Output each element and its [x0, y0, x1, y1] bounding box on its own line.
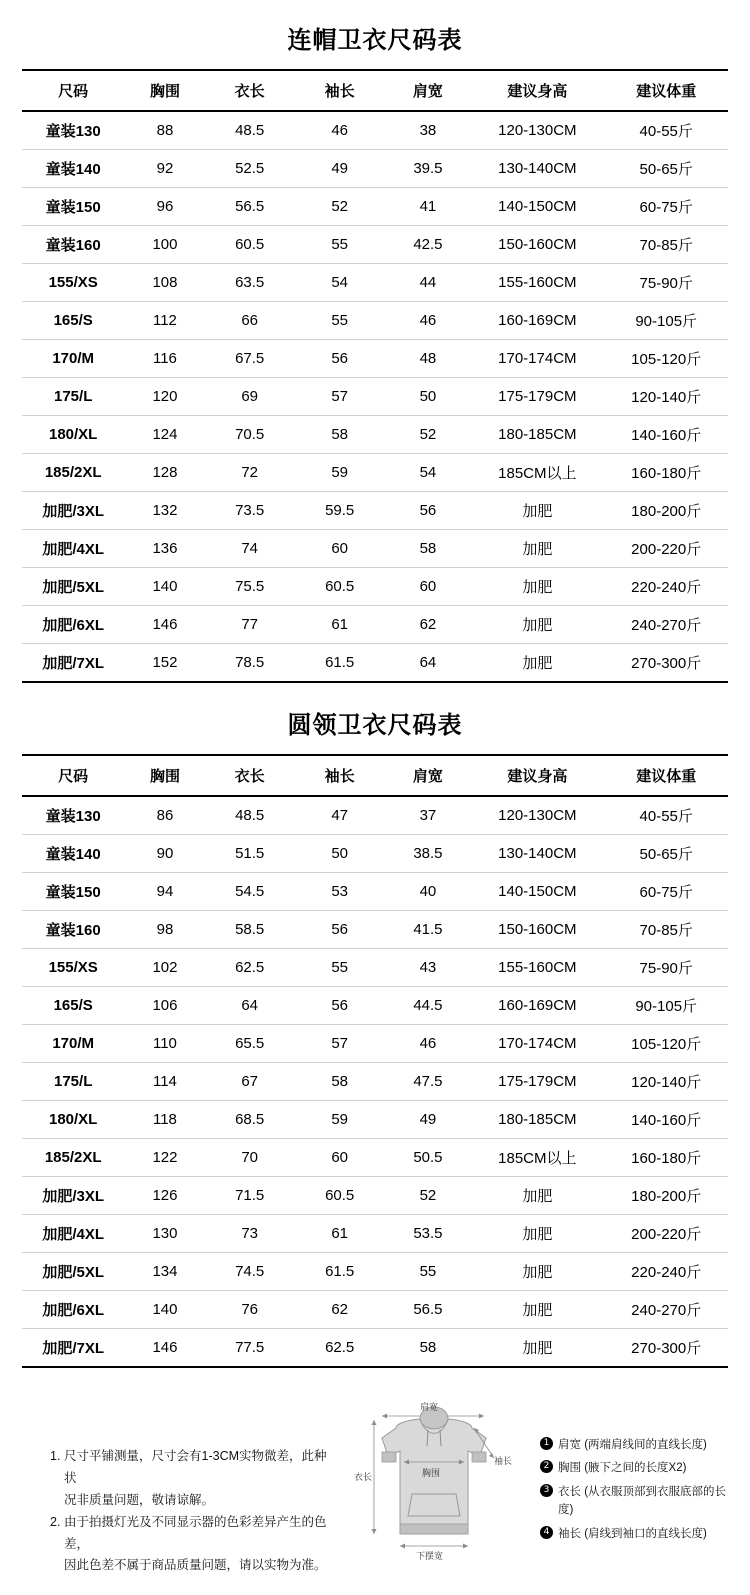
hoodie-table-wrapper — [0, 69, 750, 683]
measure-cell: 200-220斤 — [604, 530, 728, 568]
measure-cell: 50-65斤 — [604, 150, 728, 188]
size-cell: 加肥/5XL — [22, 1253, 124, 1291]
measure-cell: 78.5 — [206, 644, 294, 683]
size-cell: 180/XL — [22, 416, 124, 454]
legend-number-badge: 4 — [540, 1526, 553, 1539]
size-cell: 加肥/4XL — [22, 530, 124, 568]
measure-cell: 100 — [124, 226, 205, 264]
measure-cell: 180-185CM — [470, 416, 604, 454]
measure-cell: 46 — [294, 111, 386, 150]
measure-cell: 47 — [294, 796, 386, 835]
measure-cell: 61.5 — [294, 644, 386, 683]
legend-number-badge: 1 — [540, 1437, 553, 1450]
column-header: 建议体重 — [604, 70, 728, 111]
crewneck-size-table — [22, 754, 728, 1368]
measure-cell: 37 — [386, 796, 471, 835]
measure-cell: 55 — [294, 302, 386, 340]
note-text-cont: 因此色差不属于商品质量问题，请以实物为准。 — [64, 1558, 327, 1573]
measure-cell: 120 — [124, 378, 205, 416]
size-cell: 加肥/4XL — [22, 1215, 124, 1253]
measure-cell: 56 — [294, 340, 386, 378]
measure-cell: 52.5 — [206, 150, 294, 188]
measure-cell: 240-270斤 — [604, 606, 728, 644]
measure-cell: 90 — [124, 835, 205, 873]
measure-cell: 124 — [124, 416, 205, 454]
measure-cell: 64 — [386, 644, 471, 683]
measure-cell: 76 — [206, 1291, 294, 1329]
measure-cell: 60-75斤 — [604, 188, 728, 226]
column-header: 袖长 — [294, 755, 386, 796]
table-header-row — [22, 70, 728, 111]
measure-cell: 60 — [294, 1139, 386, 1177]
measure-cell: 41.5 — [386, 911, 471, 949]
measure-cell: 150-160CM — [470, 226, 604, 264]
measure-cell: 60.5 — [294, 1177, 386, 1215]
measure-cell: 71.5 — [206, 1177, 294, 1215]
measure-cell: 56 — [386, 492, 471, 530]
column-header: 肩宽 — [386, 755, 471, 796]
note-item — [50, 1446, 334, 1490]
measure-cell: 126 — [124, 1177, 205, 1215]
crewneck-table-wrapper — [0, 754, 750, 1368]
column-header: 胸围 — [124, 755, 205, 796]
size-cell: 170/M — [22, 340, 124, 378]
measure-cell: 加肥 — [470, 530, 604, 568]
measure-cell: 50.5 — [386, 1139, 471, 1177]
diagram-label-length: 衣长 — [354, 1472, 373, 1482]
measure-cell: 175-179CM — [470, 1063, 604, 1101]
measure-cell: 62.5 — [206, 949, 294, 987]
measure-cell: 112 — [124, 302, 205, 340]
size-cell: 童装150 — [22, 188, 124, 226]
diagram-label-shoulder: 肩宽 — [420, 1402, 439, 1412]
measure-cell: 52 — [386, 1177, 471, 1215]
measure-cell: 180-185CM — [470, 1101, 604, 1139]
column-header: 建议体重 — [604, 755, 728, 796]
table-row — [22, 1063, 728, 1101]
legend-text: 袖长 (肩线到袖口的直线长度) — [558, 1527, 707, 1540]
table-row — [22, 302, 728, 340]
table-row — [22, 835, 728, 873]
measure-cell: 130-140CM — [470, 150, 604, 188]
measure-cell: 65.5 — [206, 1025, 294, 1063]
measure-cell: 67 — [206, 1063, 294, 1101]
measure-cell: 62.5 — [294, 1329, 386, 1368]
measure-cell: 48 — [386, 340, 471, 378]
size-cell: 加肥/3XL — [22, 492, 124, 530]
legend-item — [540, 1459, 736, 1477]
measure-cell: 130 — [124, 1215, 205, 1253]
table-row — [22, 873, 728, 911]
measure-cell: 52 — [386, 416, 471, 454]
measure-cell: 40-55斤 — [604, 796, 728, 835]
measure-cell: 68.5 — [206, 1101, 294, 1139]
column-header: 衣长 — [206, 755, 294, 796]
legend-text: 肩宽 (两端肩线间的直线长度) — [558, 1439, 707, 1451]
measure-cell: 加肥 — [470, 644, 604, 683]
measure-cell: 62 — [294, 1291, 386, 1329]
note-text: 由于拍摄灯光及不同显示器的色彩差异产生的色差， — [64, 1514, 327, 1551]
table-row — [22, 1291, 728, 1329]
table-row — [22, 226, 728, 264]
note-number: 1. — [50, 1449, 61, 1463]
measure-cell: 加肥 — [470, 1253, 604, 1291]
column-header: 尺码 — [22, 70, 124, 111]
measure-cell: 116 — [124, 340, 205, 378]
column-header: 袖长 — [294, 70, 386, 111]
legend-item — [540, 1525, 736, 1543]
measure-cell: 72 — [206, 454, 294, 492]
measure-cell: 63.5 — [206, 264, 294, 302]
measure-cell: 64 — [206, 987, 294, 1025]
measure-cell: 200-220斤 — [604, 1215, 728, 1253]
measure-cell: 50-65斤 — [604, 835, 728, 873]
measure-cell: 140 — [124, 1291, 205, 1329]
measure-cell: 160-169CM — [470, 302, 604, 340]
measure-cell: 58 — [294, 1063, 386, 1101]
size-cell: 185/2XL — [22, 1139, 124, 1177]
size-cell: 加肥/6XL — [22, 1291, 124, 1329]
measure-cell: 160-169CM — [470, 987, 604, 1025]
measure-cell: 114 — [124, 1063, 205, 1101]
measure-cell: 加肥 — [470, 1177, 604, 1215]
measure-cell: 57 — [294, 1025, 386, 1063]
page-title-hoodie: 连帽卫衣尺码表 — [287, 27, 463, 54]
measure-cell: 59 — [294, 1101, 386, 1139]
measure-cell: 加肥 — [470, 568, 604, 606]
measure-cell: 49 — [294, 150, 386, 188]
hoodie-size-table — [22, 69, 728, 683]
measure-cell: 140-150CM — [470, 873, 604, 911]
column-header: 建议身高 — [470, 70, 604, 111]
measure-cell: 58 — [294, 416, 386, 454]
measure-cell: 240-270斤 — [604, 1291, 728, 1329]
measure-cell: 146 — [124, 1329, 205, 1368]
measure-cell: 86 — [124, 796, 205, 835]
table-row — [22, 188, 728, 226]
size-cell: 155/XS — [22, 264, 124, 302]
table-row — [22, 796, 728, 835]
note-number: 2. — [50, 1514, 61, 1529]
table-row — [22, 264, 728, 302]
legend-item — [540, 1436, 736, 1454]
measure-cell: 40-55斤 — [604, 111, 728, 150]
size-cell: 童装160 — [22, 911, 124, 949]
measure-cell: 58.5 — [206, 911, 294, 949]
measure-cell: 60.5 — [206, 226, 294, 264]
measure-cell: 150-160CM — [470, 911, 604, 949]
measure-cell: 44.5 — [386, 987, 471, 1025]
measure-cell: 53 — [294, 873, 386, 911]
measure-cell: 66 — [206, 302, 294, 340]
size-cell: 童装130 — [22, 111, 124, 150]
measure-cell: 60.5 — [294, 568, 386, 606]
size-cell: 185/2XL — [22, 454, 124, 492]
table-row — [22, 416, 728, 454]
legend-item — [540, 1483, 736, 1520]
measure-cell: 55 — [386, 1253, 471, 1291]
measure-cell: 55 — [294, 226, 386, 264]
measure-cell: 122 — [124, 1139, 205, 1177]
measure-cell: 73.5 — [206, 492, 294, 530]
measure-cell: 175-179CM — [470, 378, 604, 416]
table-row — [22, 1253, 728, 1291]
table-row — [22, 606, 728, 644]
measure-cell: 69 — [206, 378, 294, 416]
measure-cell: 54 — [294, 264, 386, 302]
measure-cell: 170-174CM — [470, 340, 604, 378]
measure-cell: 52 — [294, 188, 386, 226]
measure-cell: 102 — [124, 949, 205, 987]
size-cell: 童装140 — [22, 835, 124, 873]
size-cell: 加肥/7XL — [22, 644, 124, 683]
table-row — [22, 378, 728, 416]
measure-cell: 180-200斤 — [604, 492, 728, 530]
column-header: 衣长 — [206, 70, 294, 111]
column-header: 胸围 — [124, 70, 205, 111]
measure-cell: 132 — [124, 492, 205, 530]
measure-cell: 51.5 — [206, 835, 294, 873]
measure-cell: 59.5 — [294, 492, 386, 530]
measure-cell: 75-90斤 — [604, 949, 728, 987]
legend-text: 衣长 (从衣服顶部到衣服底部的长度) — [558, 1485, 727, 1517]
size-cell: 165/S — [22, 987, 124, 1025]
size-cell: 加肥/6XL — [22, 606, 124, 644]
measure-cell: 106 — [124, 987, 205, 1025]
table-row — [22, 492, 728, 530]
table-row — [22, 1329, 728, 1368]
column-header: 建议身高 — [470, 755, 604, 796]
measure-cell: 152 — [124, 644, 205, 683]
measure-cell: 48.5 — [206, 796, 294, 835]
measure-cell: 74 — [206, 530, 294, 568]
bottom-section — [0, 1394, 750, 1595]
measurement-legend — [534, 1394, 736, 1548]
measure-cell: 120-140斤 — [604, 1063, 728, 1101]
table-row — [22, 1025, 728, 1063]
measure-cell: 56 — [294, 987, 386, 1025]
measure-cell: 92 — [124, 150, 205, 188]
measure-cell: 105-120斤 — [604, 340, 728, 378]
table-row — [22, 987, 728, 1025]
legend-number-badge: 2 — [540, 1460, 553, 1473]
size-cell: 175/L — [22, 1063, 124, 1101]
measure-cell: 140-160斤 — [604, 416, 728, 454]
measure-cell: 155-160CM — [470, 264, 604, 302]
note-item — [50, 1512, 334, 1556]
diagram-label-hem: 下摆宽 — [416, 1551, 444, 1561]
measure-cell: 40 — [386, 873, 471, 911]
table-row — [22, 530, 728, 568]
measure-cell: 108 — [124, 264, 205, 302]
page-title-crewneck: 圆领卫衣尺码表 — [287, 712, 463, 739]
measure-cell: 98 — [124, 911, 205, 949]
measure-cell: 53.5 — [386, 1215, 471, 1253]
garment-measurement-diagram — [334, 1394, 534, 1569]
measure-cell: 56.5 — [206, 188, 294, 226]
table-row — [22, 949, 728, 987]
measure-cell: 94 — [124, 873, 205, 911]
table-row — [22, 1215, 728, 1253]
measure-cell: 120-130CM — [470, 796, 604, 835]
measure-cell: 61 — [294, 606, 386, 644]
measure-cell: 180-200斤 — [604, 1177, 728, 1215]
column-header: 尺码 — [22, 755, 124, 796]
measure-cell: 220-240斤 — [604, 1253, 728, 1291]
measure-cell: 加肥 — [470, 492, 604, 530]
size-cell: 童装140 — [22, 150, 124, 188]
table-row — [22, 568, 728, 606]
measure-cell: 170-174CM — [470, 1025, 604, 1063]
measure-cell: 140-150CM — [470, 188, 604, 226]
measure-cell: 59 — [294, 454, 386, 492]
measure-cell: 42.5 — [386, 226, 471, 264]
note-text: 尺寸平铺测量，尺寸会有1-3CM实物微差，此种状 — [64, 1449, 327, 1485]
measure-cell: 118 — [124, 1101, 205, 1139]
measure-cell: 74.5 — [206, 1253, 294, 1291]
measure-cell: 70-85斤 — [604, 911, 728, 949]
measure-cell: 61.5 — [294, 1253, 386, 1291]
measure-cell: 41 — [386, 188, 471, 226]
measure-cell: 55 — [294, 949, 386, 987]
measure-cell: 44 — [386, 264, 471, 302]
measure-cell: 75-90斤 — [604, 264, 728, 302]
measure-cell: 加肥 — [470, 1215, 604, 1253]
measure-cell: 38.5 — [386, 835, 471, 873]
measure-cell: 50 — [294, 835, 386, 873]
size-cell: 加肥/3XL — [22, 1177, 124, 1215]
measure-cell: 220-240斤 — [604, 568, 728, 606]
measure-cell: 75.5 — [206, 568, 294, 606]
table-row — [22, 150, 728, 188]
legend-number-badge: 3 — [540, 1484, 553, 1497]
measure-cell: 43 — [386, 949, 471, 987]
column-header: 肩宽 — [386, 70, 471, 111]
measure-cell: 48.5 — [206, 111, 294, 150]
size-cell: 童装160 — [22, 226, 124, 264]
measure-cell: 90-105斤 — [604, 302, 728, 340]
table-row — [22, 111, 728, 150]
size-cell: 加肥/7XL — [22, 1329, 124, 1368]
legend-text: 胸围 (腋下之间的长度X2) — [558, 1462, 687, 1475]
measure-cell: 270-300斤 — [604, 1329, 728, 1368]
measure-cell: 61 — [294, 1215, 386, 1253]
measure-cell: 77 — [206, 606, 294, 644]
measure-cell: 56.5 — [386, 1291, 471, 1329]
measure-cell: 39.5 — [386, 150, 471, 188]
measure-cell: 160-180斤 — [604, 1139, 728, 1177]
measure-cell: 50 — [386, 378, 471, 416]
measure-cell: 130-140CM — [470, 835, 604, 873]
measure-cell: 88 — [124, 111, 205, 150]
measure-cell: 47.5 — [386, 1063, 471, 1101]
measure-cell: 90-105斤 — [604, 987, 728, 1025]
table-row — [22, 1177, 728, 1215]
table-row — [22, 644, 728, 683]
size-cell: 童装150 — [22, 873, 124, 911]
table-row — [22, 454, 728, 492]
measure-cell: 56 — [294, 911, 386, 949]
table-header-row — [22, 755, 728, 796]
measure-cell: 105-120斤 — [604, 1025, 728, 1063]
measure-cell: 136 — [124, 530, 205, 568]
measure-cell: 146 — [124, 606, 205, 644]
measure-cell: 加肥 — [470, 606, 604, 644]
measure-cell: 134 — [124, 1253, 205, 1291]
measure-cell: 49 — [386, 1101, 471, 1139]
measure-cell: 62 — [386, 606, 471, 644]
size-cell: 170/M — [22, 1025, 124, 1063]
table-row — [22, 1139, 728, 1177]
measure-cell: 160-180斤 — [604, 454, 728, 492]
measure-cell: 185CM以上 — [470, 1139, 604, 1177]
diagram-label-chest: 胸围 — [422, 1468, 441, 1478]
measure-cell: 110 — [124, 1025, 205, 1063]
measure-cell: 加肥 — [470, 1291, 604, 1329]
diagram-label-sleeve: 袖长 — [494, 1456, 513, 1466]
measure-cell: 140 — [124, 568, 205, 606]
measure-cell: 54.5 — [206, 873, 294, 911]
size-cell: 加肥/5XL — [22, 568, 124, 606]
measure-cell: 96 — [124, 188, 205, 226]
measure-cell: 70.5 — [206, 416, 294, 454]
measure-cell: 60 — [294, 530, 386, 568]
table-row — [22, 340, 728, 378]
size-cell: 180/XL — [22, 1101, 124, 1139]
table-row — [22, 1101, 728, 1139]
measure-cell: 58 — [386, 1329, 471, 1368]
measurement-notes — [14, 1394, 334, 1577]
measure-cell: 140-160斤 — [604, 1101, 728, 1139]
measure-cell: 38 — [386, 111, 471, 150]
size-cell: 165/S — [22, 302, 124, 340]
measure-cell: 270-300斤 — [604, 644, 728, 683]
size-cell: 175/L — [22, 378, 124, 416]
table-row — [22, 911, 728, 949]
measure-cell: 46 — [386, 302, 471, 340]
size-cell: 童装130 — [22, 796, 124, 835]
measure-cell: 77.5 — [206, 1329, 294, 1368]
measure-cell: 73 — [206, 1215, 294, 1253]
measure-cell: 67.5 — [206, 340, 294, 378]
measure-cell: 60 — [386, 568, 471, 606]
measure-cell: 57 — [294, 378, 386, 416]
measure-cell: 120-130CM — [470, 111, 604, 150]
measure-cell: 128 — [124, 454, 205, 492]
measure-cell: 46 — [386, 1025, 471, 1063]
measure-cell: 58 — [386, 530, 471, 568]
measure-cell: 加肥 — [470, 1329, 604, 1368]
measure-cell: 120-140斤 — [604, 378, 728, 416]
measure-cell: 54 — [386, 454, 471, 492]
measure-cell: 60-75斤 — [604, 873, 728, 911]
size-cell: 155/XS — [22, 949, 124, 987]
measure-cell: 70-85斤 — [604, 226, 728, 264]
measure-cell: 185CM以上 — [470, 454, 604, 492]
measure-cell: 70 — [206, 1139, 294, 1177]
measure-cell: 155-160CM — [470, 949, 604, 987]
note-text-cont: 况非质量问题，敬请谅解。 — [64, 1492, 215, 1507]
